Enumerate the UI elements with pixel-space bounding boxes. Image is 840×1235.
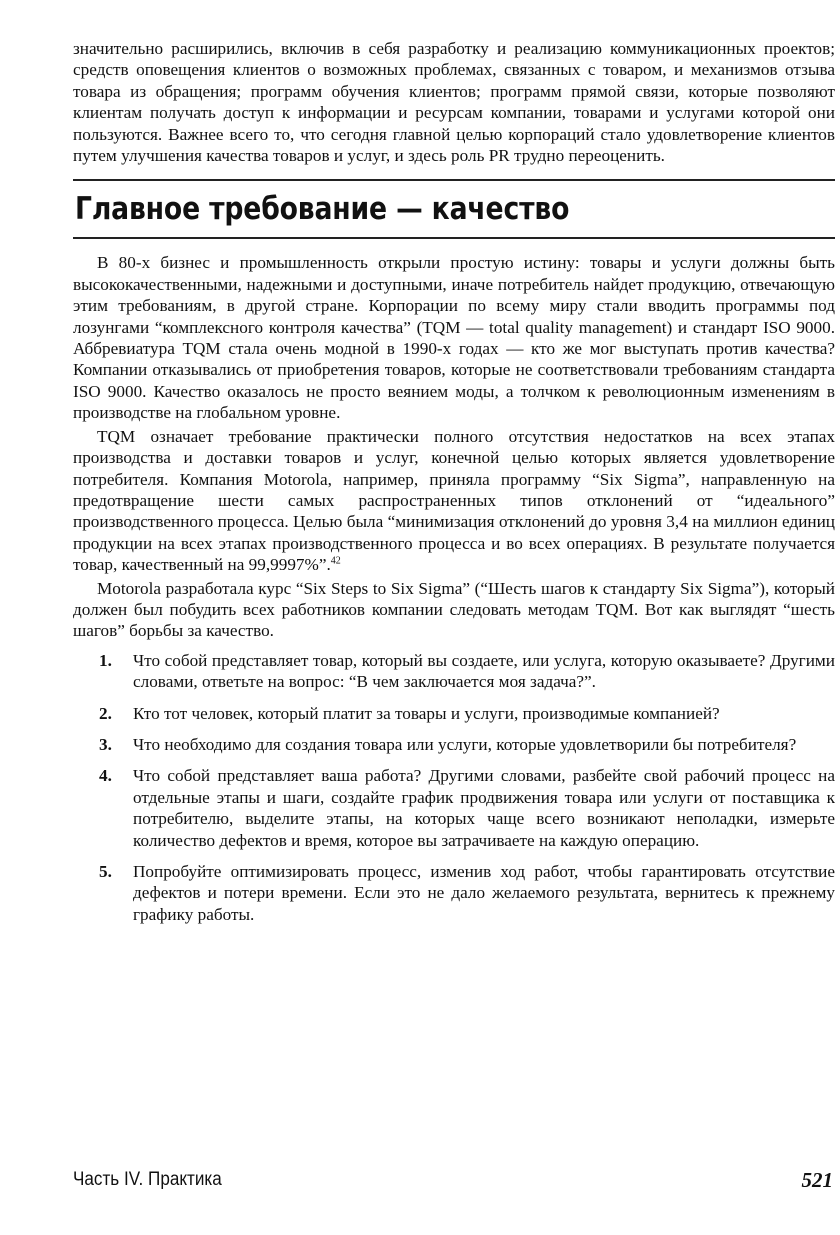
list-item xyxy=(73,765,835,851)
footer-section-label: Часть IV. Практика xyxy=(73,1169,222,1190)
list-item-text: Попробуйте оптимизировать процесс, изменив ход работ, чтобы гарантировать отсутствие дефектов и потери времени. Если это не дало желаемого результата, вернитесь к прежнему графику работы. xyxy=(133,862,835,924)
section-title: Главное требование — качество xyxy=(75,191,570,228)
list-item xyxy=(73,861,835,925)
list-item-number: 2. xyxy=(99,703,112,723)
list-item-text: Что необходимо для создания товара или услуги, которые удовлетворили бы потребителя? xyxy=(133,734,797,754)
list-item xyxy=(73,703,835,724)
list-item-text: Что собой представляет ваша работа? Другими словами, разбейте свой рабочий процесс на отдельные этапы и шаги, создайте график продвижения товара или услуги от поставщика к потребителю, выделите этапы, на которых чаще всего возникают неполадки, измерьте количество дефектов и время, которое вы затрачиваете на каждую операцию. xyxy=(133,766,835,850)
list-item xyxy=(73,734,835,755)
paragraph-quality-truth: В 80-х бизнес и промышленность открыли простую истину: товары и услуги должны быть высококачественными, надежными и доступными, иначе потребитель найдет продукцию, отвечающую этим требованиям, в другой стране. Корпорации по всему миру стали вводить программы под лозунгами “комплексного контроля качества” (TQM — total quality management) и стандарт ISO 9000. Аббревиатура TQM стала очень модной в 1990-х годах — кто же мог выступать против качества? Компании отказывались от приобретения товаров, которые не соответствовали требованиям стандарта ISO 9000. Качество оказалось не просто веянием моды, а толчком к революционным изменениям в производстве на глобальном уровне. xyxy=(73,253,835,423)
page-number: 521 xyxy=(801,1168,833,1192)
heading-rule-top xyxy=(73,179,835,181)
heading-rule-bottom xyxy=(73,237,835,239)
list-item-number: 4. xyxy=(99,766,112,786)
footnote-reference: 42 xyxy=(330,555,341,567)
list-item xyxy=(73,650,835,693)
list-item-number: 3. xyxy=(99,734,112,754)
list-item-number: 1. xyxy=(99,650,112,670)
list-item-text: Кто тот человек, который платит за товары и услуги, производимые компанией? xyxy=(133,703,720,723)
list-item-text: Что собой представляет товар, который вы создаете, или услуга, которую оказываете? Другими словами, ответьте на вопрос: “В чем заключается моя задача?”. xyxy=(133,650,835,692)
paragraph-six-steps-intro: Motorola разработала курс “Six Steps to Six Sigma” (“Шесть шагов к стандарту Six Sigma”), который должен был побудить всех работников компании следовать методам TQM. Вот как выглядят “шесть шагов” борьбы за качество. xyxy=(73,578,835,641)
six-steps-list xyxy=(73,650,835,925)
page-footer xyxy=(73,1166,835,1194)
intro-paragraph: значительно расширились, включив в себя разработку и реализацию коммуникационных проектов; средств оповещения клиентов о возможных проблемах, связанных с товаром, и механизмов отзыва товара из обращения; программ обучения клиентов; программ прямой связи, которые позволяют клиентам получать доступ к информации и ресурсам компании, товарами и услугами которой они пользуются. Важнее всего то, что сегодня главной целью корпораций стало удовлетворение клиентов путем улучшения качества товаров и услуг, и здесь роль PR трудно переоценить. xyxy=(73,39,835,166)
page-content xyxy=(73,38,835,935)
paragraph-tqm-text: TQM означает требование практически полного отсутствия недостатков на всех этапах производства и доставки товаров и услуг, конечной целью которых является удовлетворение потребителя. Компания Motorola, например, приняла программу “Six Sigma”, направленную на предотвращение шести самых распространенных типов отклонений от “идеального” производственного процесса. Целью была “минимизация отклонений до уровня 3,4 на миллион единиц продукции на всех этапах производственного процесса и во всех операциях. В результате получается товар, качественный на 99,9997%”. xyxy=(73,426,835,575)
list-item-number: 5. xyxy=(99,862,112,881)
paragraph-tqm-definition xyxy=(73,426,835,576)
